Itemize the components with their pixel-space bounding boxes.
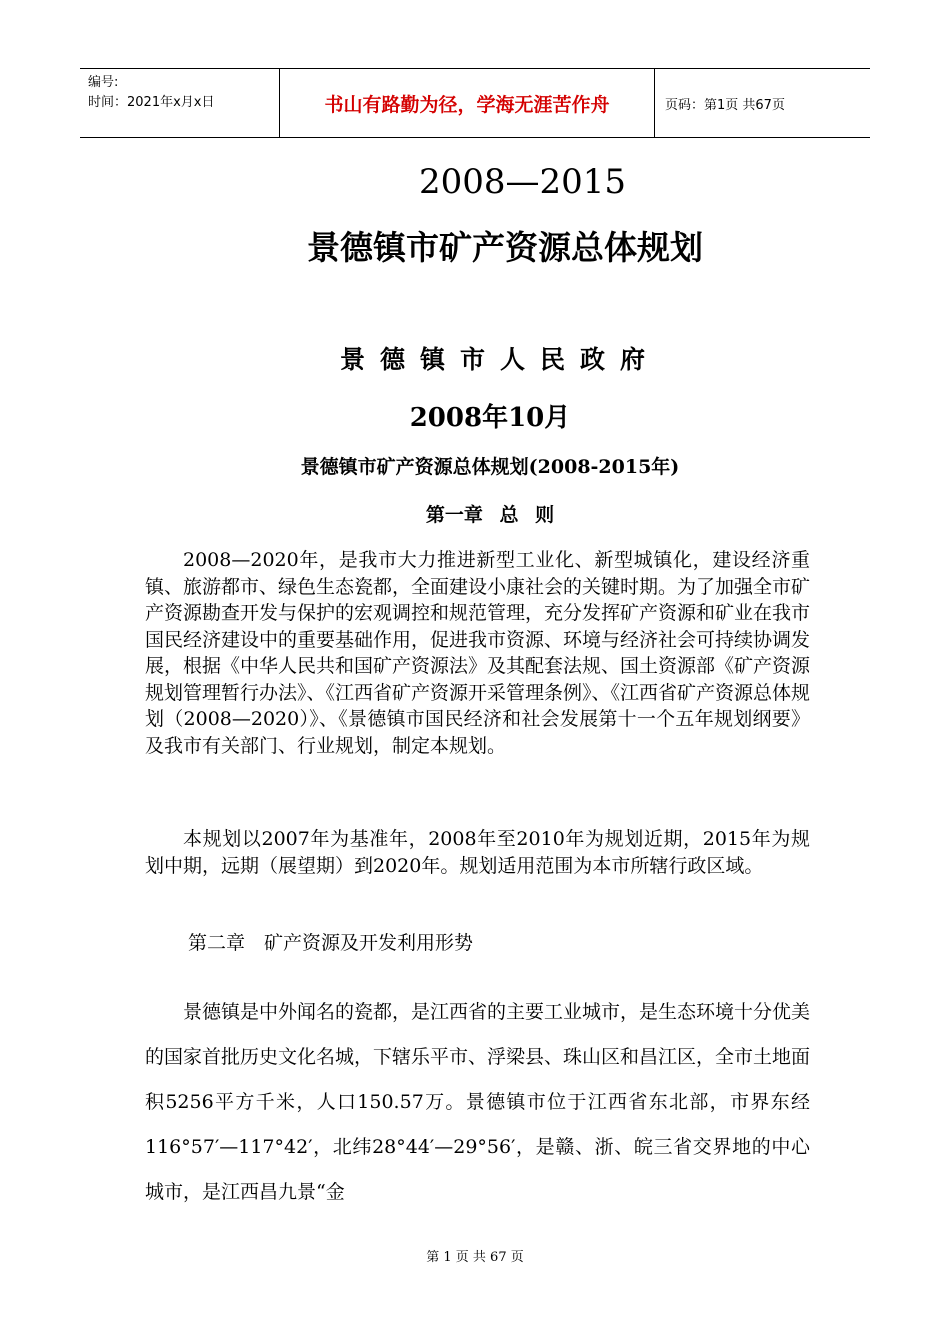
header-motto: 书山有路勤为径，学海无涯苦作舟 <box>280 69 655 137</box>
chapter1-heading: 第一章 总 则 <box>425 504 555 526</box>
header-left-cell <box>80 69 280 137</box>
document-subtitle: 景德镇市矿产资源总体规划(2008-2015年) <box>300 456 680 478</box>
paragraph-1: 2008—2020年，是我市大力推进新型工业化、新型城镇化，建设经济重镇、旅游都市、绿色生态瓷都，全面建设小康社会的关键时期。为了加强全市矿产资源勘查开发与保护的宏观调控和规范管理，充分发挥矿产资源和矿业在我市国民经济建设中的重要基础作用，促进我市资源、环境与经济社会可持续协调发展，根据《中华人民共和国矿产资源法》及其配套法规、国土资源部《矿产资源规划管理暂行办法》、《江西省矿产资源开采管理条例》、《江西省矿产资源总体规划（2008—2020）》、《景德镇市国民经济和社会发展第十一个五年规划纲要》及我市有关部门、行业规划，制定本规划。 <box>145 549 811 757</box>
chapter2-heading: 第二章 矿产资源及开发利用形势 <box>188 932 474 954</box>
time-label: 时间：2021年x月x日 <box>88 95 215 110</box>
number-label: 编号: <box>88 75 119 90</box>
issuer-name: 景德镇市人民政府 <box>339 345 660 374</box>
title-years: 2008—2015 <box>418 162 627 202</box>
document-header <box>80 68 870 138</box>
page-footer: 第 1 页 共 67 页 <box>426 1250 524 1265</box>
header-page-info: 页码：第1页 共67页 <box>665 97 785 113</box>
document-title: 景德镇市矿产资源总体规划 <box>307 228 703 267</box>
paragraph-3: 景德镇是中外闻名的瓷都，是江西省的主要工业城市，是生态环境十分优美的国家首批历史文化名城，下辖乐平市、浮梁县、珠山区和昌江区，全市土地面积5256平方千米，人口150.57万。景德镇市位于江西省东北部，市界东经116°57′—117°42′，北纬28°44′—29°56′，是赣、浙、皖三省交界地的中心城市，是江西昌九景“金 <box>145 1001 811 1203</box>
paragraph-2: 本规划以2007年为基准年，2008年至2010年为规划近期，2015年为规划中期，远期（展望期）到2020年。规划适用范围为本市所辖行政区域。 <box>145 828 810 877</box>
issue-date: 2008年10月 <box>409 403 571 433</box>
